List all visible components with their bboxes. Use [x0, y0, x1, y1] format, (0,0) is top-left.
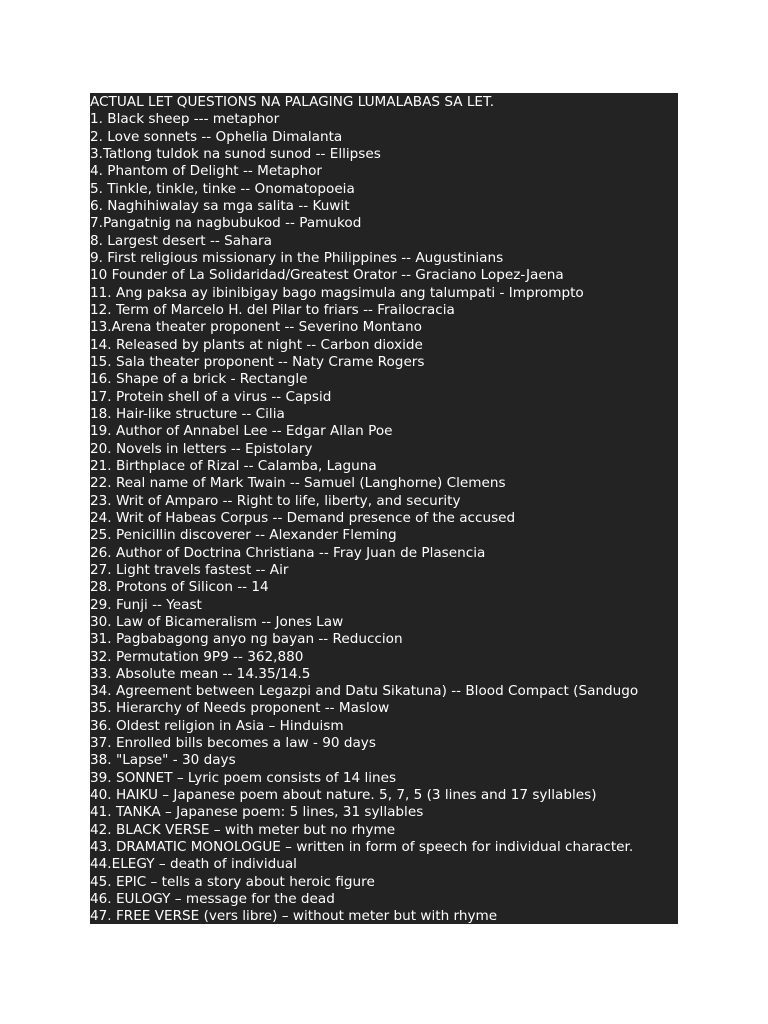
question-line-8: 8. Largest desert -- Sahara	[90, 232, 272, 249]
question-line-1: 1. Black sheep --- metaphor	[90, 111, 280, 128]
document-text-block	[90, 93, 678, 924]
question-line-18: 18. Hair-like structure -- Cilia	[90, 405, 285, 422]
question-line-28: 28. Protons of Silicon -- 14	[90, 579, 269, 596]
question-line-5: 5. Tinkle, tinkle, tinke -- Onomatopoeia	[90, 180, 355, 197]
question-line-30: 30. Law of Bicameralism -- Jones Law	[90, 613, 344, 630]
question-line-21: 21. Birthplace of Rizal -- Calamba, Laguna	[90, 457, 377, 474]
question-line-36: 36. Oldest religion in Asia – Hinduism	[90, 717, 344, 734]
question-line-25: 25. Penicillin discoverer -- Alexander Fleming	[90, 527, 397, 544]
question-line-16: 16. Shape of a brick - Rectangle	[90, 371, 308, 388]
question-line-20: 20. Novels in letters -- Epistolary	[90, 440, 313, 457]
question-line-33: 33. Absolute mean -- 14.35/14.5	[90, 665, 311, 682]
question-line-12: 12. Term of Marcelo H. del Pilar to friars -- Frailocracia	[90, 301, 455, 318]
question-line-29: 29. Funji -- Yeast	[90, 596, 202, 613]
question-line-7: 7.Pangatnig na nagbubukod -- Pamukod	[90, 215, 362, 232]
question-line-47: 47. FREE VERSE (vers libre) – without meter but with rhyme	[90, 908, 498, 924]
question-line-9: 9. First religious missionary in the Philippines -- Augustinians	[90, 249, 504, 266]
question-line-37: 37. Enrolled bills becomes a law - 90 days	[90, 735, 376, 752]
question-line-22: 22. Real name of Mark Twain -- Samuel (Langhorne) Clemens	[90, 475, 506, 492]
question-line-27: 27. Light travels fastest -- Air	[90, 561, 289, 578]
question-line-26: 26. Author of Doctrina Christiana -- Fray Juan de Plasencia	[90, 544, 486, 561]
question-line-32: 32. Permutation 9P9 -- 362,880	[90, 648, 304, 665]
question-line-45: 45. EPIC – tells a story about heroic figure	[90, 873, 375, 890]
question-line-17: 17. Protein shell of a virus -- Capsid	[90, 388, 332, 405]
question-line-46: 46. EULOGY – message for the dead	[90, 891, 335, 908]
question-line-24: 24. Writ of Habeas Corpus -- Demand presence of the accused	[90, 509, 516, 526]
question-line-38: 38. "Lapse" - 30 days	[90, 752, 236, 769]
question-line-42: 42. BLACK VERSE – with meter but no rhyme	[90, 821, 396, 838]
question-line-35: 35. Hierarchy of Needs proponent -- Maslow	[90, 700, 390, 717]
question-line-2: 2. Love sonnets -- Ophelia Dimalanta	[90, 128, 343, 145]
question-line-44: 44.ELEGY – death of individual	[90, 856, 297, 873]
question-line-11: 11. Ang paksa ay ibinibigay bago magsimula ang talumpati - Impromptо	[90, 284, 584, 301]
question-line-31: 31. Pagbabagong anyo ng bayan -- Reduccion	[90, 631, 403, 648]
question-line-13: 13.Arena theater proponent -- Severino Montano	[90, 319, 422, 336]
question-line-6: 6. Naghihiwalay sa mga salita -- Kuwit	[90, 197, 350, 214]
question-line-41: 41. TANKA – Japanese poem: 5 lines, 31 syllables	[90, 804, 424, 821]
question-line-19: 19. Author of Annabel Lee -- Edgar Allan Poe	[90, 423, 393, 440]
question-line-15: 15. Sala theater proponent -- Naty Crame Rogers	[90, 353, 425, 370]
question-line-34: 34. Agreement between Legazpi and Datu Sikatuna) -- Blood Compact (Sandugo	[90, 683, 639, 700]
question-line-40: 40. HAIKU – Japanese poem about nature. 5, 7, 5 (3 lines and 17 syllables)	[90, 787, 597, 804]
question-line-39: 39. SONNET – Lyric poem consists of 14 lines	[90, 769, 397, 786]
question-line-10: 10 Founder of La Solidaridad/Greatest Orator -- Graciano Lopez-Jaena	[90, 267, 564, 284]
question-line-4: 4. Phantom of Delight -- Metaphor	[90, 163, 322, 180]
document-title: ACTUAL LET QUESTIONS NA PALAGING LUMALABAS SA LET.	[90, 94, 495, 110]
question-line-3: 3.Tatlong tuldok na sunod sunod -- Ellipses	[90, 145, 381, 162]
question-line-23: 23. Writ of Amparo -- Right to life, liberty, and security	[90, 492, 461, 509]
question-line-14: 14. Released by plants at night -- Carbon dioxide	[90, 336, 423, 353]
question-line-43: 43. DRAMATIC MONOLOGUE – written in form of speech for individual character.	[90, 839, 634, 856]
